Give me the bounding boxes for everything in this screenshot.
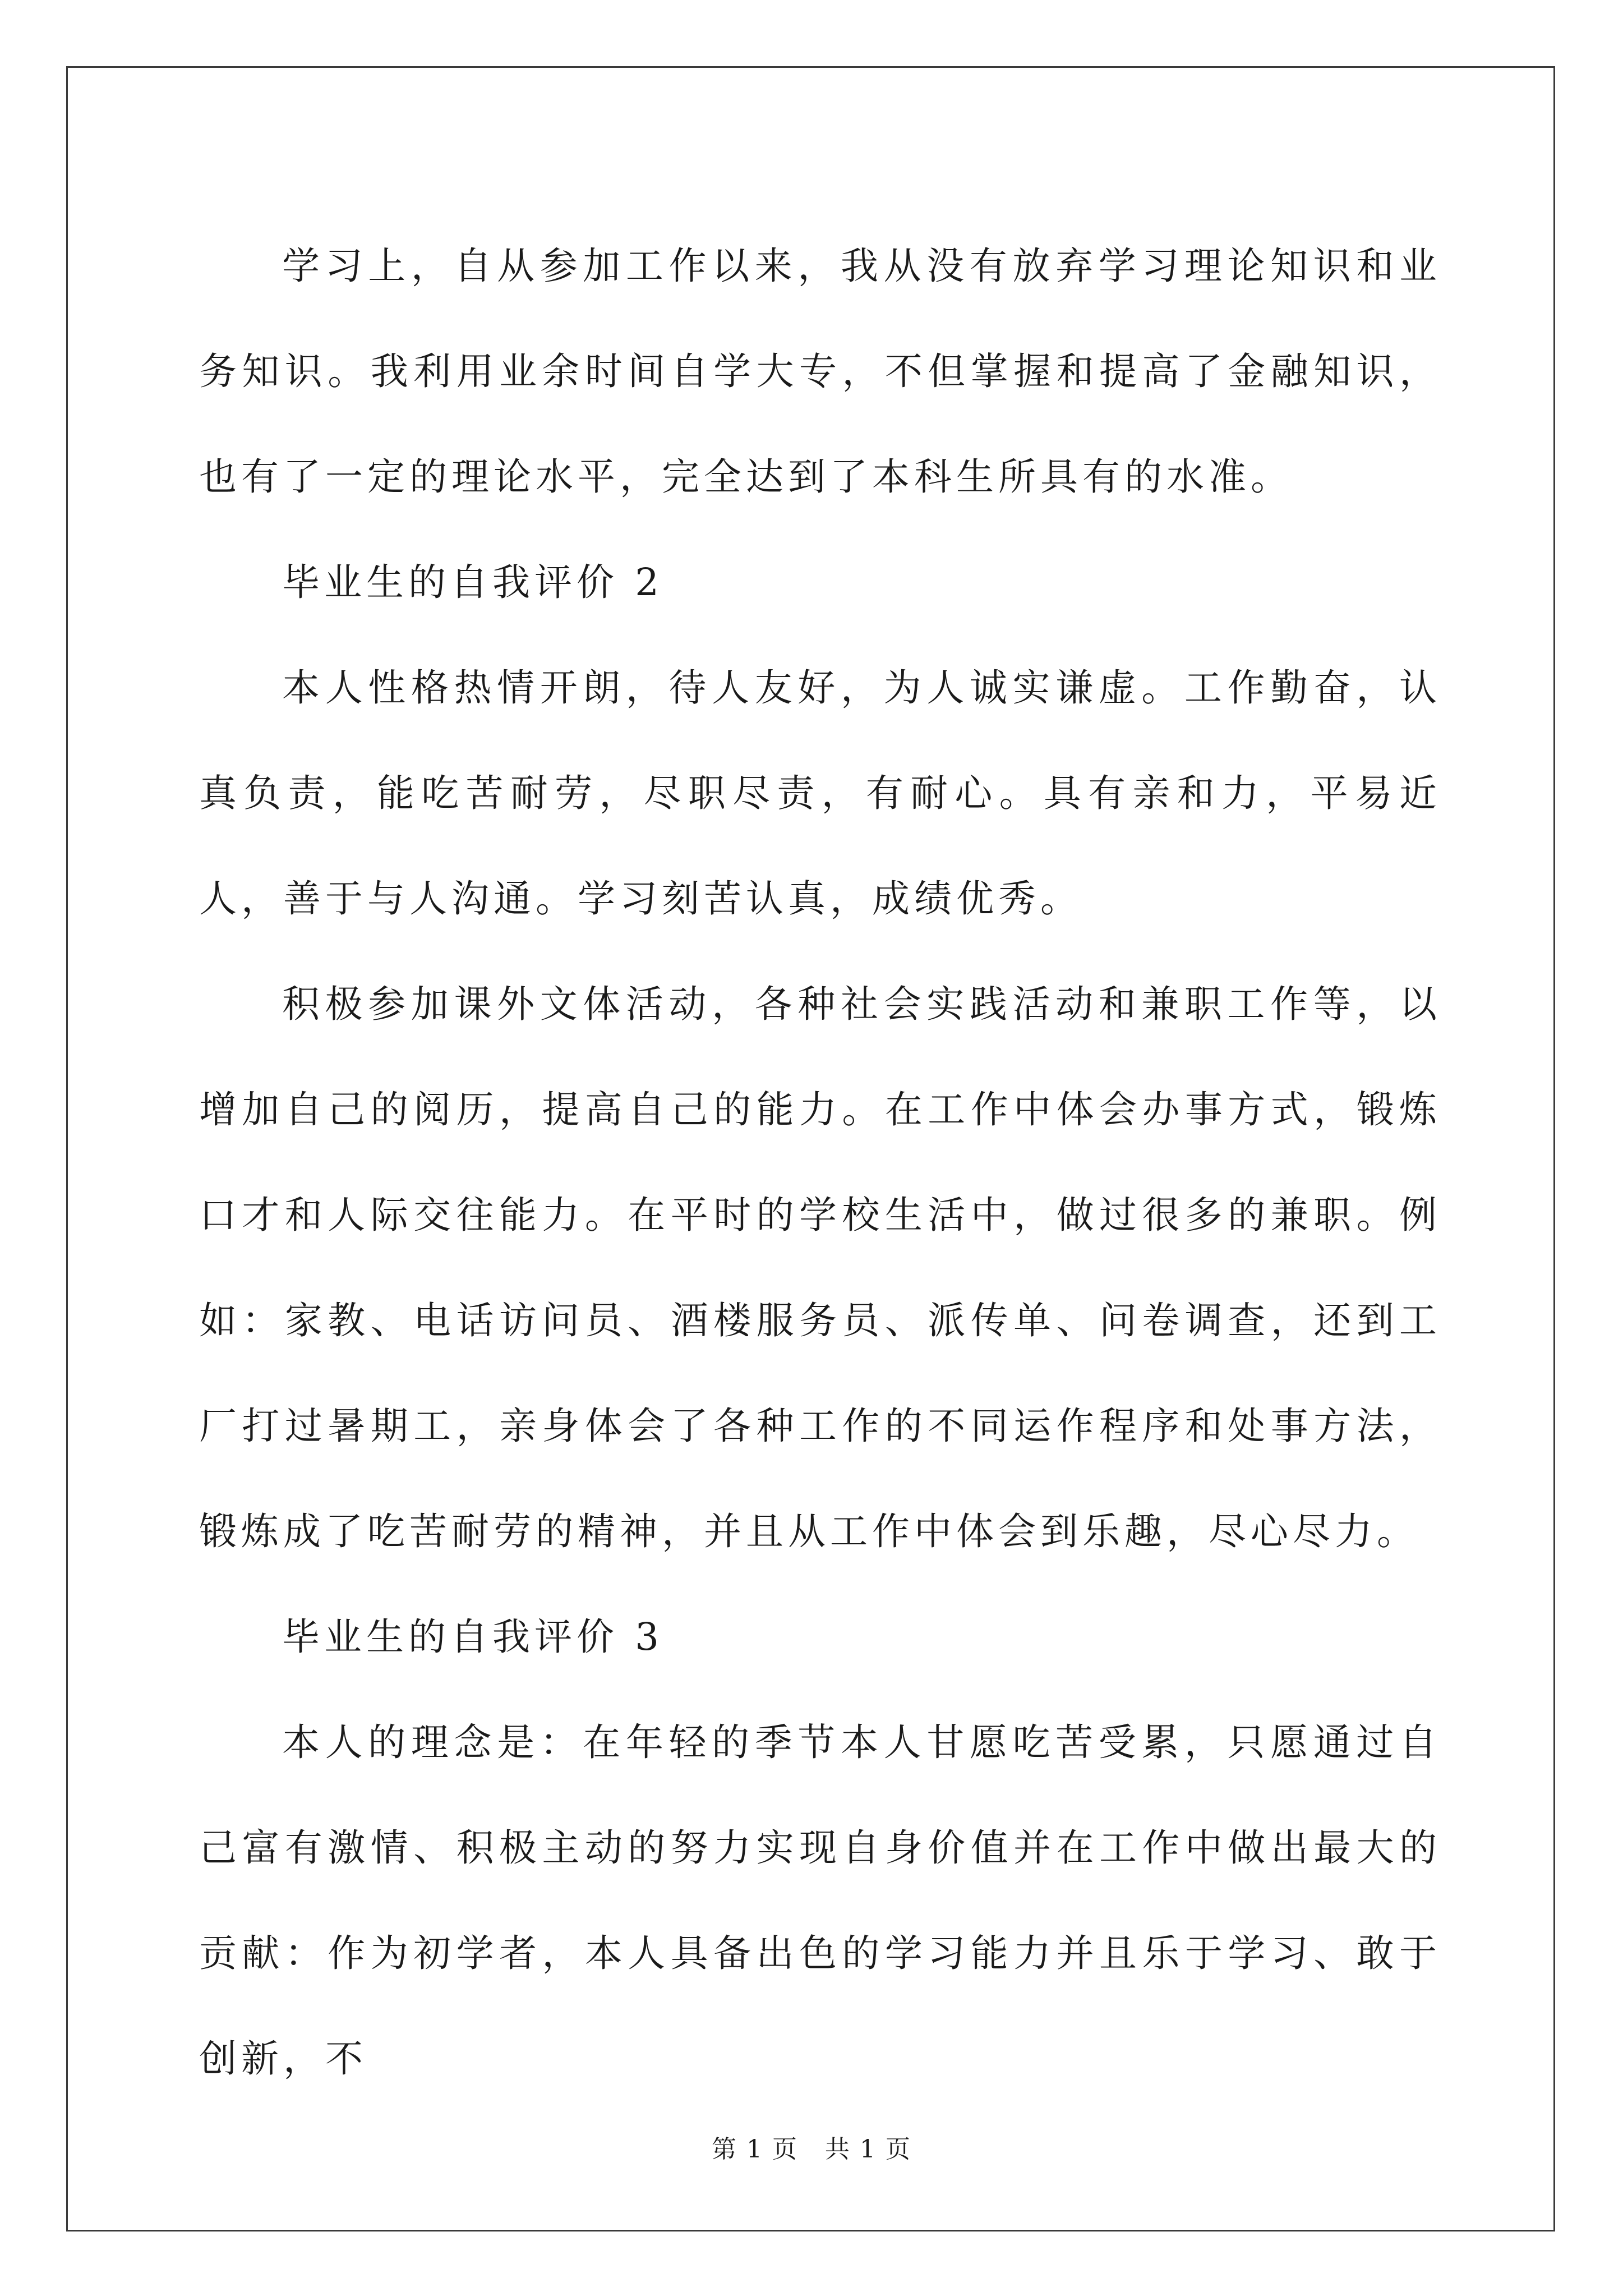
document-body	[199, 213, 1441, 2111]
page-number: 第 1 页	[712, 2135, 798, 2164]
paragraph-activities: 积极参加课外文体活动，各种社会实践活动和兼职工作等，以增加自己的阅历，提高自己的能力。在工作中体会办事方式，锻炼口才和人际交往能力。在平时的学校生活中，做过很多的兼职。例如：家教、电话访问员、酒楼服务员、派传单、问卷调查，还到工厂打过暑期工，亲身体会了各种工作的不同运作程序和处事方法，锻炼成了吃苦耐劳的精神，并且从工作中体会到乐趣，尽心尽力。	[199, 982, 1441, 1553]
section-heading-2: 毕业生的自我评价 2	[282, 560, 663, 604]
paragraph-philosophy: 本人的理念是：在年轻的季节本人甘愿吃苦受累，只愿通过自己富有激情、积极主动的努力实现自身价值并在工作中做出最大的贡献：作为初学者，本人具备出色的学习能力并且乐于学习、敢于创新，不	[199, 1720, 1441, 2081]
page-total: 共 1 页	[825, 2135, 911, 2164]
paragraph-study: 学习上，自从参加工作以来，我从没有放弃学习理论知识和业务知识。我利用业余时间自学大专，不但掌握和提高了金融知识，也有了一定的理论水平，完全达到了本科生所具有的水准。	[199, 244, 1441, 499]
section-heading-3: 毕业生的自我评价 3	[282, 1615, 663, 1659]
page-footer	[0, 2129, 1623, 2165]
paragraph-personality: 本人性格热情开朗，待人友好，为人诚实谦虚。工作勤奋，认真负责，能吃苦耐劳，尽职尽责，有耐心。具有亲和力，平易近人，善于与人沟通。学习刻苦认真，成绩优秀。	[199, 666, 1441, 921]
